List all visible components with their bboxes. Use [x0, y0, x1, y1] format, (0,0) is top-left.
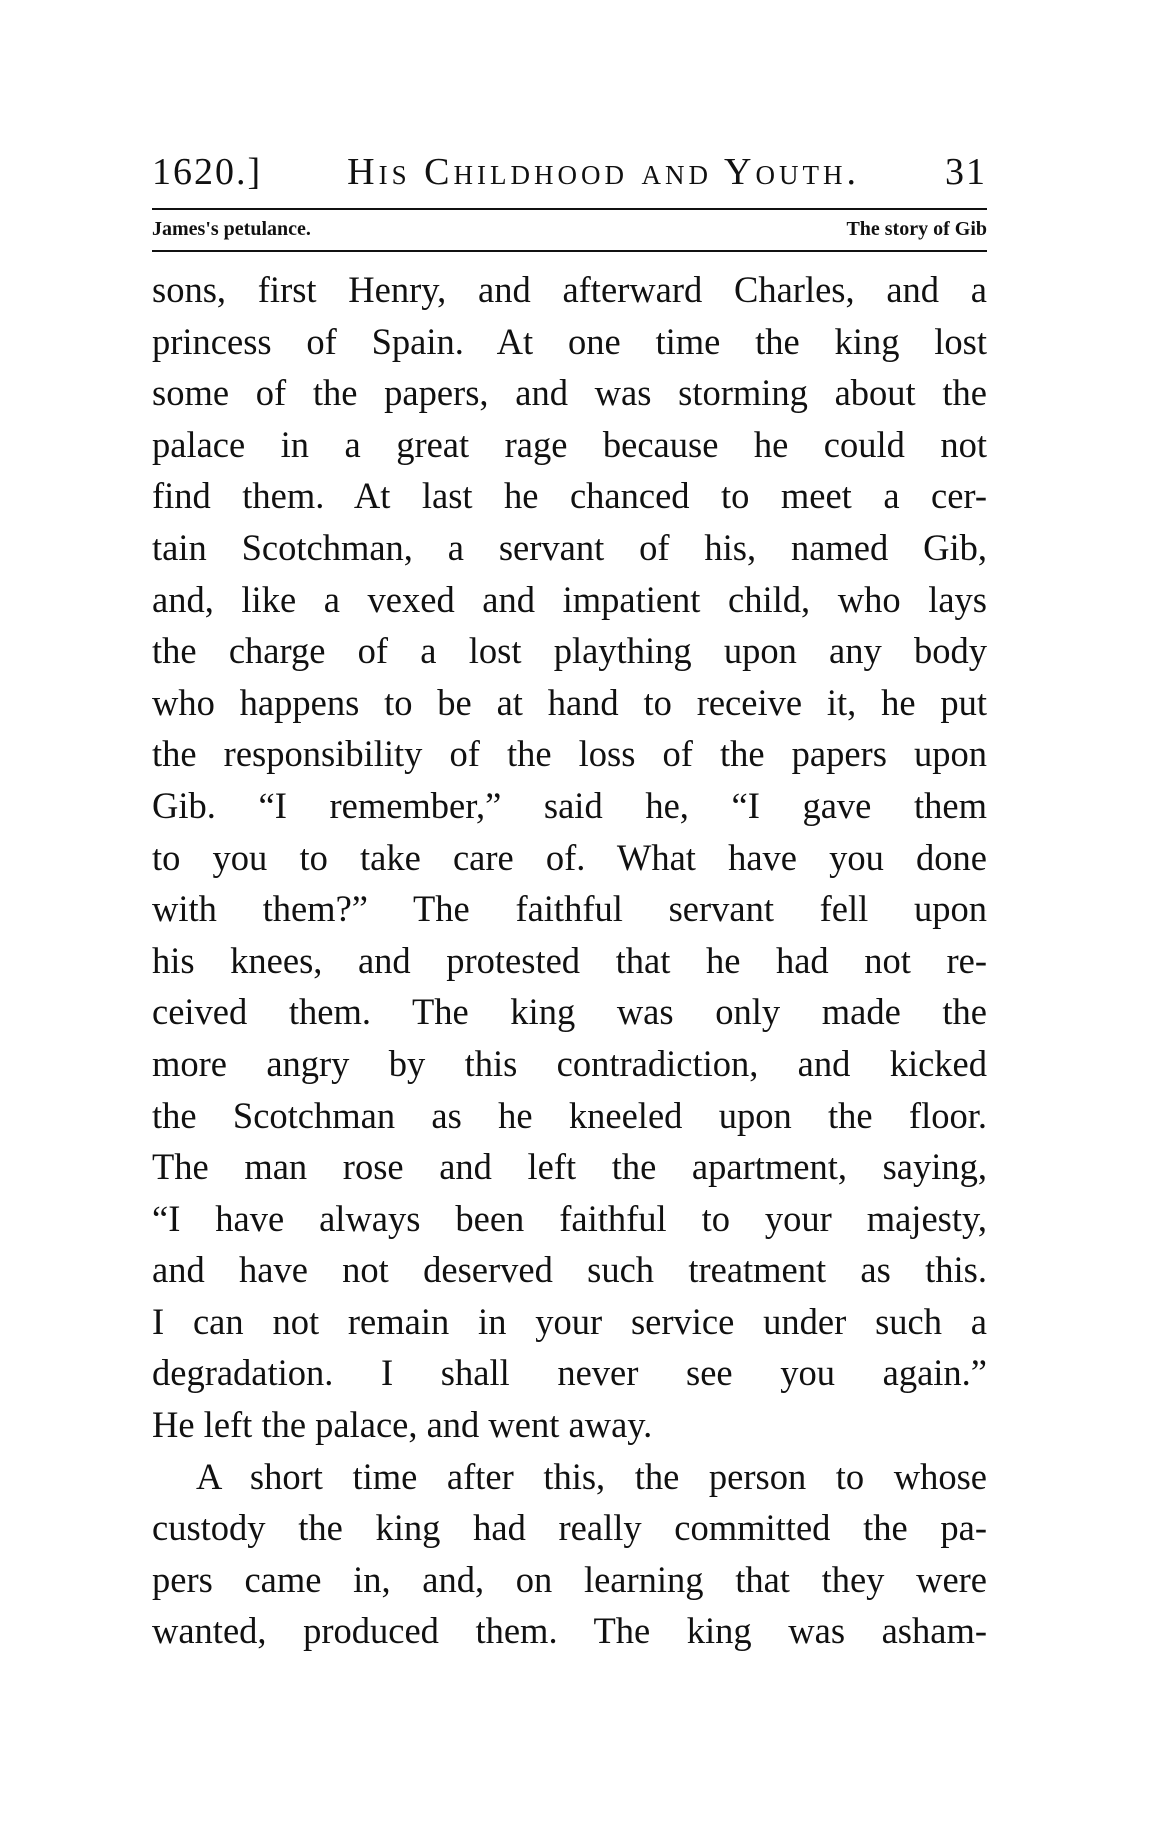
- text-line: the Scotchman as he kneeled upon the floor.: [152, 1094, 987, 1136]
- text-line: Gib. “I remember,” said he, “I gave them: [152, 784, 987, 826]
- text-line: tain Scotchman, a servant of his, named Gib,: [152, 526, 987, 568]
- text-line: and, like a vexed and impatient child, who lays: [152, 578, 987, 620]
- header-title: His Childhood and Youth.: [347, 151, 860, 193]
- text-line: some of the papers, and was storming about the: [152, 372, 987, 414]
- header-year: 1620.]: [152, 151, 263, 193]
- text-line: find them. At last he chanced to meet a cer-: [152, 475, 987, 517]
- text-line: more angry by this contradiction, and kicked: [152, 1042, 987, 1084]
- text-line: ceived them. The king was only made the: [152, 991, 987, 1033]
- header-rule: [152, 208, 987, 210]
- text-line: princess of Spain. At one time the king lost: [152, 320, 987, 362]
- page-number: 31: [944, 151, 987, 193]
- text-line: to you to take care of. What have you done: [152, 836, 987, 878]
- text-line: palace in a great rage because he could not: [152, 423, 987, 465]
- text-line: his knees, and protested that he had not re-: [152, 939, 987, 981]
- marginal-right: The story of Gib: [846, 218, 987, 240]
- body-text: [152, 264, 987, 1657]
- book-page: [152, 150, 987, 1657]
- text-line: The man rose and left the apartment, saying,: [152, 1146, 987, 1188]
- text-line: and have not deserved such treatment as this.: [152, 1249, 987, 1291]
- text-line: degradation. I shall never see you again.”: [152, 1352, 987, 1394]
- marginal-rule: [152, 250, 987, 252]
- text-line: He left the palace, and went away.: [152, 1404, 653, 1446]
- text-line: who happens to be at hand to receive it, he put: [152, 681, 987, 723]
- text-line: with them?” The faithful servant fell upon: [152, 888, 987, 930]
- text-line: “I have always been faithful to your majesty,: [152, 1197, 987, 1239]
- text-line: custody the king had really committed the pa-: [152, 1507, 987, 1549]
- text-line: the responsibility of the loss of the papers upon: [152, 733, 987, 775]
- running-head: [152, 150, 987, 198]
- text-line: sons, first Henry, and afterward Charles, and a: [152, 269, 987, 310]
- paragraph-start-line: A short time after this, the person to whose: [196, 1455, 987, 1497]
- marginal-left: James's petulance.: [152, 218, 311, 240]
- text-line: wanted, produced them. The king was asham-: [152, 1610, 987, 1652]
- text-line: the charge of a lost plaything upon any body: [152, 630, 987, 672]
- text-line: I can not remain in your service under such a: [152, 1300, 987, 1342]
- marginal-notes: [152, 218, 987, 246]
- text-line: pers came in, and, on learning that they were: [152, 1558, 987, 1600]
